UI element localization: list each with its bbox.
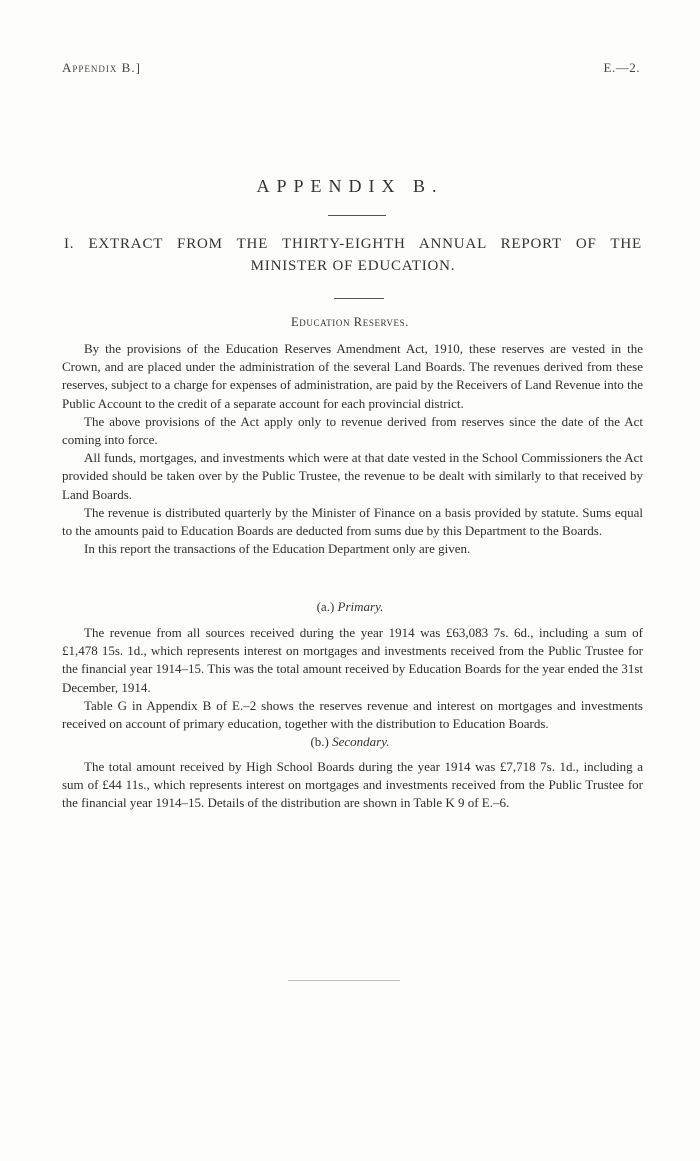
heading-rule [334,298,384,299]
primary-paragraph: Table G in Appendix B of E.–2 shows the reserves revenue and interest on mortgages and investments received on account of primary education, together with the distribution to Education Boards. [62,697,643,732]
closing-rule [288,980,400,981]
running-head-left: Appendix B.] [62,60,141,75]
running-head [62,60,640,80]
intro-paragraph: The revenue is distributed quarterly by the Minister of Finance on a basis provided by statute. Sums equal to the amounts paid to Education Boards are deducted from sums due by this Department to the Boards. [62,504,643,539]
secondary-heading [0,734,700,750]
secondary-paragraph: The total amount received by High School Boards during the year 1914 was £7,718 7s. 1d., including a sum of £44 11s., which represents interest on mortgages and investments received from the Public Trustee for the financial year 1914–15. Details of the distribution are shown in Table K 9 of E.–6. [62,759,643,811]
primary-heading [0,599,700,615]
intro-paragraph: All funds, mortgages, and investments which were at that date vested in the School Commissioners the Act provided should be taken over by the Public Trustee, the revenue to be dealt with similarly to that received by Land Boards. [62,450,643,502]
secondary-label: (b.) [310,734,329,749]
running-head-right: E.—2. [603,60,640,75]
section-subheading: Education Reserves. [291,315,409,329]
secondary-title: Secondary. [332,734,390,749]
primary-label: (a.) [316,599,335,614]
report-heading-line-2: MINISTER OF EDUCATION. [250,258,456,274]
intro-text [62,340,643,558]
primary-title: Primary. [337,599,384,614]
intro-paragraph: The above provisions of the Act apply only to revenue derived from reserves since the date of the Act coming into force. [62,413,643,448]
primary-text [62,624,643,733]
report-heading-line-1: I. EXTRACT FROM THE THIRTY-EIGHTH ANNUAL REPORT OF THE [64,236,642,252]
intro-paragraph: In this report the transactions of the Education Department only are given. [84,541,471,557]
secondary-text [62,758,643,813]
intro-paragraph: By the provisions of the Education Reserves Amendment Act, 1910, these reserves are vested in the Crown, and are placed under the administration of the several Land Boards. The revenues derived from these reserves, subject to a charge for expenses of administration, are paid by the Receivers of Land Revenue into the Public Account to the credit of a separate account for each provincial district. [62,341,643,411]
report-heading [64,233,642,277]
primary-paragraph: The revenue from all sources received during the year 1914 was £63,083 7s. 6d., including a sum of £1,478 15s. 1d., which represents interest on mortgages and investments received from the Public Trustee for the financial year 1914–15. This was the total amount received by Education Boards for the year ended the 31st December, 1914. [62,625,643,695]
appendix-title: APPENDIX B. [256,176,444,196]
title-rule [328,215,386,216]
